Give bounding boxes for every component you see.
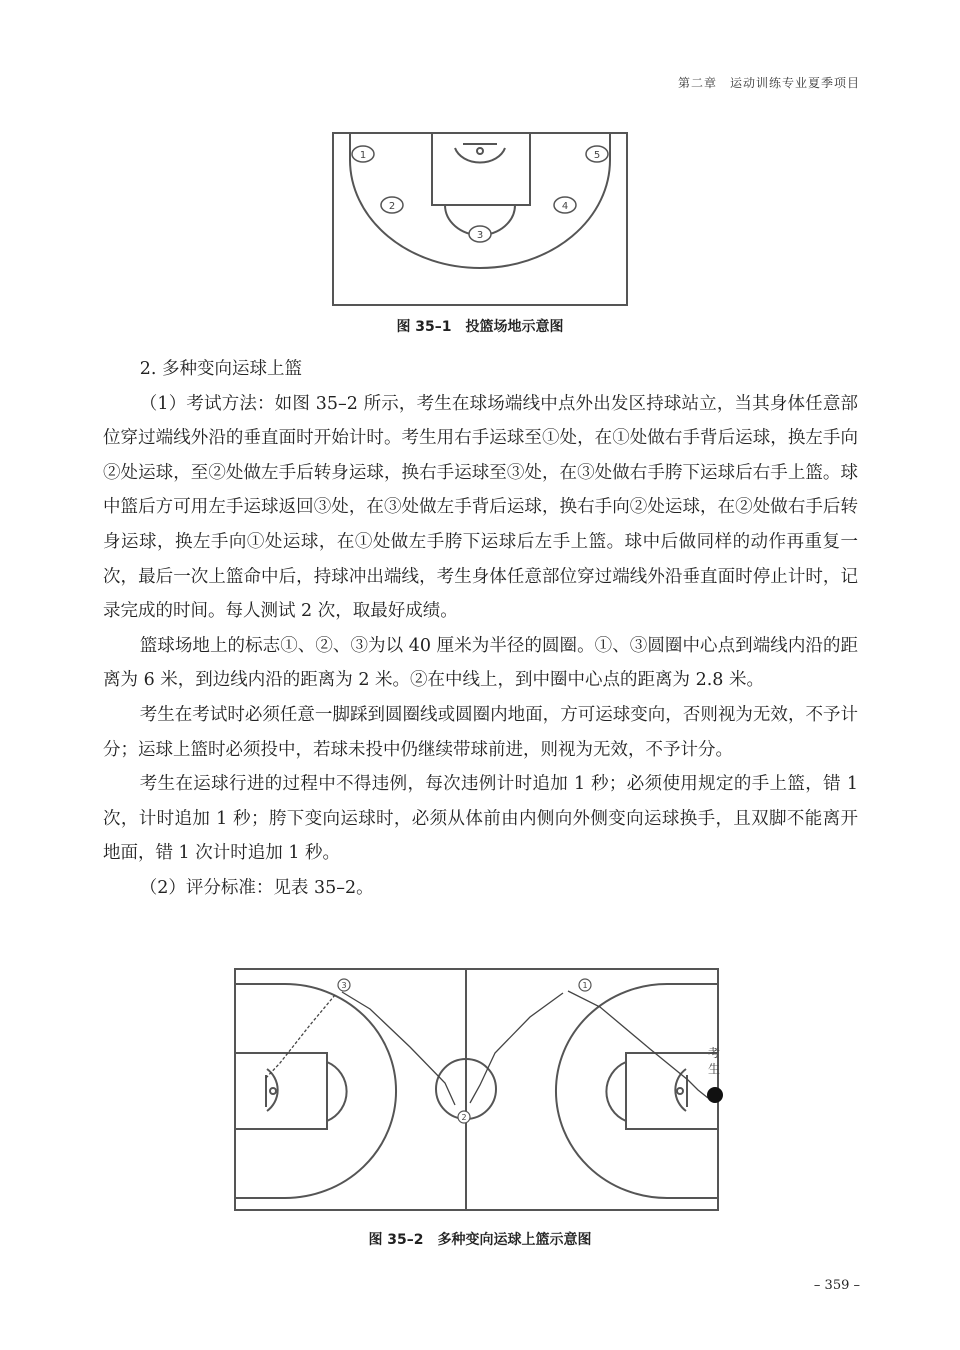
left-three-point-line [235, 984, 396, 1198]
paragraph: 考生在运球行进的过程中不得违例，每次违例计时追加 1 秒；必须使用规定的手上篮，错 1 次，计时追加 1 秒；胯下变向运球时，必须从体前由内侧向外侧变向运球换手，且双脚不能离开地面，错 1 次计时追加 1 秒。 [103, 774, 858, 864]
marker-label: 1 [359, 150, 367, 161]
paragraph: 篮球场地上的标志①、②、③为以 40 厘米为半径的圆圈。①、③圆圈中心点到端线内沿的距离为 6 米，到边线内沿的距离为 2 米。②在中线上，到中圈中心点的距离为 2.8 米。 [103, 635, 858, 691]
basket [477, 148, 483, 154]
marker-label: 3 [341, 981, 347, 990]
court-boundary [333, 133, 627, 305]
right-lane [626, 1053, 718, 1129]
running-header: 第二章 运动训练专业夏季项目 [677, 76, 860, 90]
full-court-dribble-diagram [230, 965, 730, 1215]
left-lane [235, 1053, 327, 1129]
dribble-path [342, 992, 455, 1105]
start-position-ball [707, 1087, 723, 1103]
dribble-path [265, 995, 335, 1079]
marker-label: 2 [388, 201, 396, 212]
marker-label: 2 [461, 1113, 467, 1122]
marker-label: 3 [476, 230, 484, 241]
paragraph: （1）考试方法：如图 35–2 所示，考生在球场端线中点外出发区持球站立，当其身体任意部位穿过端线外沿的垂直面时开始计时。考生用右手运球至①处，在①处做右手背后运球，换左手向②处运球，至②处做左手后转身运球，换右手运球至③处，在③处做右手胯下运球后右手上篮。球中篮后方可用左手运球返回③处，在③处做左手背后运球，换右手向②处运球，在②处做右手后转身运球，换左手向①处运球，在①处做左手胯下运球后左手上篮。球中后做同样的动作再重复一次，最后一次上篮命中后，持球冲出端线，考生身体任意部位穿过端线外沿垂直面时停止计时，记录完成的时间。每人测试 2 次，取最好成绩。 [103, 393, 858, 622]
section-heading: 2. 多种变向运球上篮 [139, 359, 303, 379]
right-three-point-line [556, 984, 718, 1198]
start-label: 考生 [708, 1046, 721, 1076]
marker-label: 1 [582, 981, 588, 990]
figure-1-caption: 图 35–1 投篮场地示意图 [396, 319, 564, 335]
paragraph: （2）评分标准：见表 35–2。 [139, 877, 374, 898]
figure-2-caption: 图 35–2 多种变向运球上篮示意图 [368, 1232, 592, 1248]
dribble-paths [265, 991, 708, 1105]
marker-label: 4 [561, 201, 569, 212]
section-body [103, 352, 858, 906]
dribble-path [470, 993, 563, 1103]
half-court-diagram [330, 130, 630, 310]
court-boundary [235, 969, 718, 1210]
marker-label: 5 [593, 150, 601, 161]
paragraph: 考生在考试时必须任意一脚踩到圆圈线或圆圈内地面，方可运球变向，否则视为无效，不予计分；运球上篮时必须投中，若球未投中仍继续带球前进，则视为无效，不予计分。 [103, 704, 858, 760]
page-number: – 359 – [813, 1278, 860, 1293]
restricted-arc [455, 148, 505, 163]
